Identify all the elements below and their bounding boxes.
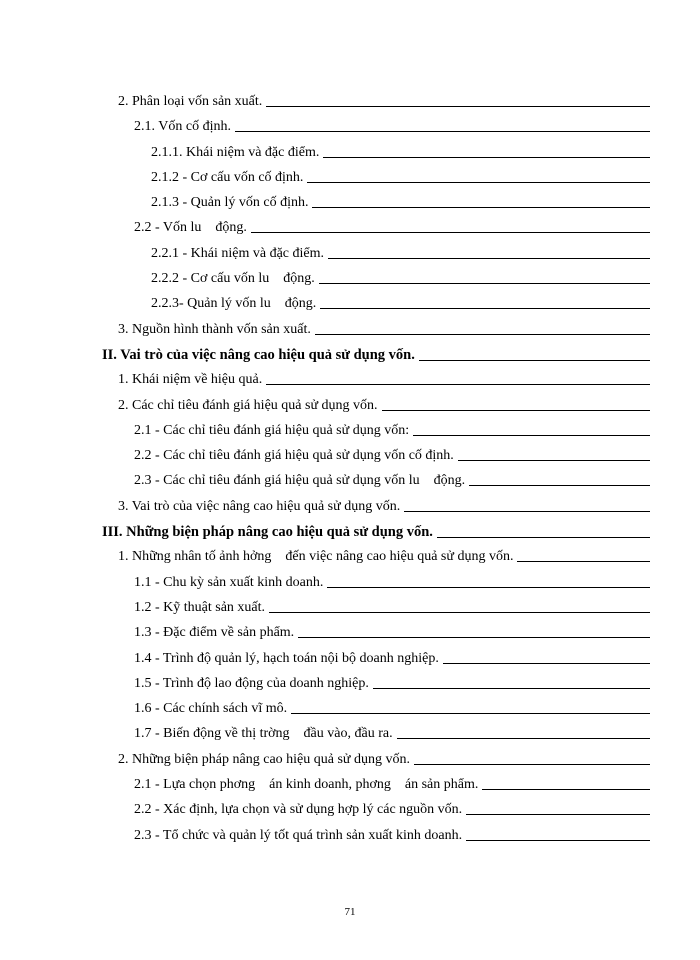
toc-entry-label: 2. Phân loại vốn sản xuất. — [118, 94, 263, 109]
toc-leader-line — [414, 763, 650, 765]
toc-entry — [0, 322, 700, 347]
toc-entry-label: 2.1 - Lựa chọn phơng án kinh doanh, phơng án sản phẩm. — [134, 777, 479, 793]
toc-entry-label: 2.3 - Tổ chức và quản lý tốt quá trình sản xuất kinh doanh. — [134, 827, 463, 843]
toc-entry — [0, 473, 700, 498]
toc-leader-line — [312, 206, 650, 208]
toc-entry-label: 2.2.2 - Cơ cấu vốn lu động. — [151, 271, 315, 287]
toc-entry — [0, 296, 700, 321]
toc-entry-label: 2.1.3 - Quản lý vốn cố định. — [151, 195, 309, 211]
toc-entry-label: III. Những biện pháp nâng cao hiệu quả sử dụng vốn. — [102, 524, 433, 541]
toc-entry — [0, 575, 700, 600]
toc-leader-line — [404, 510, 650, 512]
toc-entry-label: 2.2.1 - Khái niệm và đặc điểm. — [151, 245, 325, 261]
toc-entry — [0, 372, 700, 397]
toc-leader-line — [419, 359, 650, 361]
toc-leader-line — [397, 737, 650, 739]
toc-entry — [0, 752, 700, 777]
toc-entry-label: 2. Các chỉ tiêu đánh giá hiệu quả sử dụng vốn. — [118, 397, 378, 413]
toc-entry — [0, 423, 700, 448]
toc-entry — [0, 802, 700, 827]
toc-entry-label: 1.5 - Trình độ lao động của doanh nghiệp. — [134, 675, 369, 691]
toc-leader-line — [469, 484, 650, 486]
toc-leader-line — [291, 712, 650, 714]
toc-entry-label: 2.1.1. Khái niệm và đặc điểm. — [151, 144, 320, 160]
toc-entry — [0, 271, 700, 296]
toc-entry — [0, 220, 700, 245]
toc-leader-line — [443, 662, 650, 664]
toc-leader-line — [328, 257, 650, 259]
toc-entry — [0, 676, 700, 701]
toc-entry — [0, 777, 700, 802]
toc-entry — [0, 651, 700, 676]
toc-leader-line — [323, 156, 650, 158]
toc-entry-label: 1.7 - Biến động về thị trờng đầu vào, đầu ra. — [134, 726, 393, 742]
toc-entry-label: 2.2 - Các chỉ tiêu đánh giá hiệu quả sử dụng vốn cố định. — [134, 448, 454, 464]
toc-leader-line — [298, 636, 650, 638]
toc-entry-label: 2.1.2 - Cơ cấu vốn cố định. — [151, 169, 304, 185]
toc-leader-line — [382, 409, 650, 411]
toc-leader-line — [320, 307, 650, 309]
toc-section-heading — [0, 524, 700, 549]
toc-entry — [0, 145, 700, 170]
toc-entry-label: 3. Vai trò của việc nâng cao hiệu quả sử dụng vốn. — [118, 498, 401, 514]
page-number: 71 — [344, 906, 356, 918]
toc-entry-label: 1. Khái niệm về hiệu quả. — [118, 372, 263, 388]
toc-entry — [0, 170, 700, 195]
toc-leader-line — [437, 536, 650, 538]
toc-entry-label: 2. Những biện pháp nâng cao hiệu quả sử dụng vốn. — [118, 751, 411, 767]
toc-leader-line — [466, 839, 650, 841]
toc-entry — [0, 726, 700, 751]
toc-leader-line — [251, 231, 650, 233]
toc-leader-line — [413, 434, 650, 436]
toc-entry — [0, 828, 700, 853]
toc-entry — [0, 499, 700, 524]
toc-entry — [0, 549, 700, 574]
toc-entry-label: 3. Nguồn hình thành vốn sản xuất. — [118, 321, 311, 337]
toc-entry-label: 1.1 - Chu kỳ sản xuất kinh doanh. — [134, 574, 324, 590]
toc-leader-line — [482, 788, 650, 790]
toc-entry — [0, 398, 700, 423]
toc-entry-label: 1.2 - Kỹ thuật sản xuất. — [134, 599, 266, 615]
toc-entry — [0, 701, 700, 726]
toc-entry — [0, 119, 700, 144]
toc-entry-label: 1.6 - Các chính sách vĩ mô. — [134, 701, 288, 717]
toc-entry-label: 2.2 - Xác định, lựa chọn và sử dụng hợp lý các nguồn vốn. — [134, 802, 463, 818]
table-of-contents — [0, 94, 700, 853]
toc-entry — [0, 600, 700, 625]
toc-entry-label: 1. Những nhân tố ảnh hởng đến việc nâng cao hiệu quả sử dụng vốn. — [118, 549, 514, 565]
toc-leader-line — [458, 459, 650, 461]
toc-leader-line — [266, 105, 650, 107]
toc-entry-label: II. Vai trò của việc nâng cao hiệu quả sử dụng vốn. — [102, 346, 415, 363]
toc-entry-label: 1.4 - Trình độ quản lý, hạch toán nội bộ doanh nghiệp. — [134, 650, 439, 666]
toc-section-heading — [0, 347, 700, 372]
toc-leader-line — [235, 130, 650, 132]
toc-leader-line — [327, 586, 650, 588]
toc-entry-label: 2.2.3- Quản lý vốn lu động. — [151, 296, 317, 312]
toc-leader-line — [466, 813, 650, 815]
toc-entry — [0, 94, 700, 119]
toc-leader-line — [517, 560, 650, 562]
toc-leader-line — [319, 282, 650, 284]
toc-entry — [0, 195, 700, 220]
toc-entry-label: 2.3 - Các chỉ tiêu đánh giá hiệu quả sử dụng vốn lu động. — [134, 473, 466, 489]
toc-entry-label: 2.2 - Vốn lu động. — [134, 220, 247, 236]
toc-entry-label: 2.1 - Các chỉ tiêu đánh giá hiệu quả sử dụng vốn: — [134, 422, 410, 438]
toc-leader-line — [266, 383, 650, 385]
toc-leader-line — [307, 181, 650, 183]
toc-entry — [0, 246, 700, 271]
toc-entry — [0, 625, 700, 650]
toc-entry-label: 2.1. Vốn cố định. — [134, 119, 231, 135]
toc-leader-line — [315, 333, 650, 335]
toc-leader-line — [269, 611, 650, 613]
toc-entry-label: 1.3 - Đặc điểm về sản phẩm. — [134, 625, 295, 641]
toc-entry — [0, 448, 700, 473]
toc-leader-line — [373, 687, 650, 689]
